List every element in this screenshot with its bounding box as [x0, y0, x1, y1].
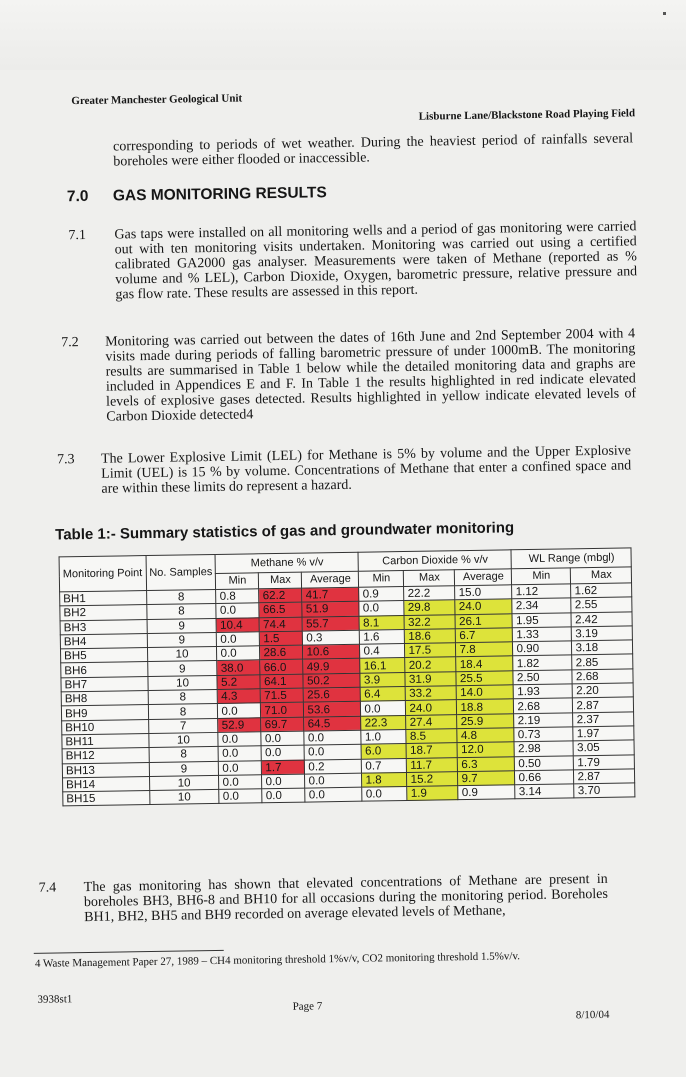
subheader-average: Average [302, 571, 359, 588]
table-cell: 1.7 [262, 760, 305, 775]
table-cell: 0.3 [303, 630, 360, 645]
table-cell: 53.6 [304, 702, 361, 717]
footer-page-number: Page 7 [292, 1000, 323, 1013]
table-cell: 0.0 [218, 732, 261, 747]
table-cell: 2.34 [512, 598, 571, 613]
table-cell: 64.1 [260, 674, 303, 689]
table-cell: 10 [149, 790, 219, 805]
table-cell: 0.66 [515, 770, 574, 785]
table-cell: 6.4 [361, 687, 406, 702]
table-cell: 20.2 [405, 657, 456, 672]
table-cell: 0.0 [362, 787, 407, 802]
table-cell: 0.0 [219, 775, 262, 790]
table-cell: 22.2 [404, 586, 455, 601]
footer-date: 8/10/04 [575, 1008, 610, 1022]
monitoring-point-cell: BH6 [61, 662, 148, 678]
monitoring-point-cell: BH1 [60, 591, 147, 607]
header-carbon-dioxide: Carbon Dioxide % v/v [358, 550, 511, 571]
table-cell: 9 [149, 761, 219, 776]
table-cell: 11.7 [407, 757, 458, 772]
table-cell: 1.62 [571, 583, 632, 598]
paragraph-7-1: Gas taps were installed on all monitoring wells and a period of gas monitoring were carried out with ten monitoring visits undertaken. Monitoring was carried out using a certified calibrated GA2000 gas analyser. Measurements were taken of Methane (reported as % volume and % LEL), Carbon Dioxide, Oxygen, barometric pressure, relative pressure and gas flow rate. These results are assessed in this report. [114, 219, 638, 303]
table-body [60, 583, 636, 806]
table-cell: 2.68 [514, 698, 573, 713]
table-cell: 10 [147, 647, 217, 662]
table-cell: 2.37 [573, 712, 634, 727]
table-cell: 49.9 [303, 659, 360, 674]
table-cell: 18.6 [405, 629, 456, 644]
table-title: Table 1:- Summary statistics of gas and groundwater monitoring [55, 519, 515, 544]
monitoring-point-cell: BH2 [60, 605, 147, 621]
table-cell: 25.5 [456, 671, 513, 686]
table-cell: 0.0 [217, 632, 260, 647]
table-cell: 3.05 [573, 740, 634, 755]
table-cell: 10 [148, 732, 218, 747]
table-cell: 8 [148, 704, 218, 719]
table-cell: 62.2 [259, 588, 302, 603]
monitoring-point-cell: BH12 [62, 748, 149, 764]
subheader-max: Max [571, 567, 632, 584]
table-cell: 2.42 [571, 612, 632, 627]
intro-paragraph: corresponding to periods of wet weather. During the heaviest period of rainfalls several boreholes were either flooded or inaccessible. [112, 131, 634, 170]
table-cell: 0.4 [360, 644, 405, 659]
table-cell: 14.0 [457, 685, 514, 700]
monitoring-point-cell: BH8 [61, 691, 148, 707]
table-cell: 8 [146, 589, 216, 604]
table-cell: 2.85 [572, 654, 633, 669]
table-cell: 1.0 [361, 729, 406, 744]
table-cell: 26.1 [455, 613, 512, 628]
header-samples: No. Samples [146, 554, 217, 590]
table-cell: 0.0 [305, 744, 362, 759]
table-cell: 1.93 [514, 684, 573, 699]
table-cell: 1.95 [512, 612, 571, 627]
table-cell: 3.14 [515, 784, 574, 799]
section-title: GAS MONITORING RESULTS [112, 184, 327, 205]
table-cell: 18.7 [407, 743, 458, 758]
table-cell: 31.9 [405, 671, 456, 686]
para-number-7-1: 7.1 [68, 227, 87, 244]
table-cell: 4.3 [218, 689, 261, 704]
table-cell: 2.19 [514, 713, 573, 728]
table-cell: 29.8 [404, 600, 455, 615]
footer-reference: 3938st1 [37, 993, 73, 1006]
monitoring-point-cell: BH15 [63, 791, 150, 807]
subheader-max: Max [259, 572, 302, 589]
table-cell: 0.9 [359, 587, 404, 602]
header-wl-range: WL Range (mbgl) [511, 548, 631, 569]
table-cell: 8.5 [406, 729, 457, 744]
subheader-min: Min [216, 573, 259, 590]
table-cell: 1.6 [360, 629, 405, 644]
table-cell: 6.3 [458, 756, 515, 771]
table-cell: 0.0 [219, 789, 262, 804]
gas-monitoring-table [59, 547, 636, 806]
table-cell: 1.12 [512, 584, 571, 599]
table-cell: 25.6 [304, 687, 361, 702]
table-cell: 18.4 [456, 656, 513, 671]
table-cell: 0.7 [362, 758, 407, 773]
para-number-7-3: 7.3 [56, 452, 75, 468]
table-cell: 0.0 [262, 745, 305, 760]
table-cell: 17.5 [405, 643, 456, 658]
table-cell: 12.0 [458, 742, 515, 757]
table-cell: 10.4 [217, 617, 260, 632]
table-cell: 33.2 [406, 686, 457, 701]
monitoring-point-cell: BH7 [61, 676, 148, 692]
table-cell: 5.2 [217, 675, 260, 690]
footnote: 4 Waste Management Paper 27, 1989 – CH4 monitoring threshold 1%v/v, CO2 monitoring threshold 1.5%v/v. [34, 950, 521, 970]
table-cell: 2.55 [571, 597, 632, 612]
table-cell: 16.1 [360, 658, 405, 673]
table-cell: 66.0 [260, 660, 303, 675]
table-cell: 1.8 [362, 772, 407, 787]
table-cell: 3.70 [574, 783, 635, 798]
table-cell: 2.50 [513, 670, 572, 685]
table-cell: 0.73 [514, 727, 573, 742]
paragraph-7-4: The gas monitoring has shown that elevated concentrations of Methane are present in boreholes BH3, BH6-8 and BH10 for all occasions during the monitoring period. Boreholes BH1, BH2, BH5 and BH9 recorded on average elevated levels of Methane, [83, 871, 609, 926]
subheader-min: Min [359, 571, 404, 588]
table-cell: 22.3 [361, 715, 406, 730]
table-cell: 6.0 [362, 744, 407, 759]
table-cell: 27.4 [406, 714, 457, 729]
table-cell: 15.2 [407, 772, 458, 787]
table-cell: 7.8 [456, 642, 513, 657]
table-cell: 10.6 [303, 644, 360, 659]
paragraph-7-2: Monitoring was carried out between the dates of 16th June and 2nd September 2004 with 4 visits made during periods of falling barometric pressure of under 1000mB. The monitoring results are summarised in Table 1 below while the detailed monitoring data and graphs are included in Appendices E and F. In Table 1 the results highlighted in red indicate elevated levels of explosive gases detected. Results highlighted in yellow indicate elevated levels of Carbon Dioxide detected4 [105, 326, 637, 425]
table-cell: 8 [149, 747, 219, 762]
monitoring-point-cell: BH3 [60, 619, 147, 635]
table-cell: 0.0 [218, 703, 261, 718]
table-cell: 55.7 [302, 616, 359, 631]
table-cell: 10 [149, 775, 219, 790]
table-cell: 0.0 [262, 788, 305, 803]
table-cell: 0.0 [216, 603, 259, 618]
subheader-min: Min [512, 568, 571, 585]
table-cell: 2.87 [573, 697, 634, 712]
table-cell: 0.0 [359, 601, 404, 616]
monitoring-point-cell: BH5 [60, 648, 147, 664]
monitoring-point-cell: BH11 [62, 734, 149, 750]
table-cell: 66.5 [259, 602, 302, 617]
header-organisation: Greater Manchester Geological Unit [71, 92, 243, 108]
table-cell: 0.0 [305, 773, 362, 788]
table-cell: 3.9 [360, 672, 405, 687]
table-cell: 1.5 [260, 631, 303, 646]
monitoring-point-cell: BH4 [60, 633, 147, 649]
table-cell: 0.90 [513, 641, 572, 656]
subheader-max: Max [404, 570, 455, 587]
table-cell: 8 [146, 604, 216, 619]
table-cell: 0.0 [219, 746, 262, 761]
header-site: Lisburne Lane/Blackstone Road Playing Field [418, 107, 636, 123]
table-cell: 3.19 [572, 626, 633, 641]
table-cell: 9.7 [458, 771, 515, 786]
table-cell: 9 [147, 618, 217, 633]
table-cell: 0.0 [219, 760, 262, 775]
table-cell: 7 [148, 718, 218, 733]
table-cell: 41.7 [302, 587, 359, 602]
table-cell: 50.2 [303, 673, 360, 688]
monitoring-point-cell: BH13 [62, 762, 149, 778]
table-cell: 38.0 [217, 660, 260, 675]
monitoring-point-cell: BH14 [63, 776, 150, 792]
table-cell: 0.0 [304, 730, 361, 745]
table-cell: 1.9 [407, 786, 458, 801]
table-cell: 64.5 [304, 716, 361, 731]
table-cell: 32.2 [404, 614, 455, 629]
table-cell: 1.79 [574, 754, 635, 769]
table-cell: 2.20 [573, 683, 634, 698]
monitoring-point-cell: BH9 [61, 705, 148, 721]
table-cell: 69.7 [261, 717, 304, 732]
table-cell: 25.9 [457, 713, 514, 728]
header-monitoring-point: Monitoring Point [59, 556, 146, 592]
para-number-7-4: 7.4 [38, 880, 57, 896]
table-cell: 0.0 [361, 701, 406, 716]
table-cell: 2.87 [574, 769, 635, 784]
table-cell: 0.2 [305, 759, 362, 774]
table-cell: 74.4 [260, 617, 303, 632]
table-cell: 0.8 [216, 589, 259, 604]
section-number: 7.0 [66, 187, 89, 206]
para-number-7-2: 7.2 [61, 335, 79, 351]
table-cell: 18.8 [457, 699, 514, 714]
table-cell: 1.97 [573, 726, 634, 741]
table-cell: 0.0 [305, 787, 362, 802]
subheader-average: Average [455, 569, 512, 586]
table-cell: 0.0 [262, 774, 305, 789]
table-cell: 52.9 [218, 717, 261, 732]
table-cell: 1.33 [513, 627, 572, 642]
table-cell: 51.9 [302, 602, 359, 617]
table-cell: 8 [148, 690, 218, 705]
table-cell: 0.9 [458, 785, 515, 800]
table-cell: 0.0 [217, 646, 260, 661]
table-cell: 28.6 [260, 645, 303, 660]
table-cell: 1.82 [513, 655, 572, 670]
table-cell: 2.68 [572, 669, 633, 684]
paragraph-7-3: The Lower Explosive Limit (LEL) for Methane is 5% by volume and the Upper Explosive Limit (UEL) is 15 % by volume. Concentrations of Methane that enter a confined space and are within these limits do represent a hazard. [100, 443, 632, 497]
table-cell: 3.18 [572, 640, 633, 655]
monitoring-point-cell: BH10 [62, 719, 149, 735]
header-methane: Methane % v/v [216, 552, 359, 573]
table-cell: 24.0 [406, 700, 457, 715]
table-cell: 4.8 [457, 728, 514, 743]
table-cell: 8.1 [359, 615, 404, 630]
table-cell: 6.7 [456, 628, 513, 643]
table-cell: 0.0 [261, 731, 304, 746]
table-cell: 9 [147, 632, 217, 647]
table-cell: 0.50 [515, 755, 574, 770]
table-cell: 2.98 [514, 741, 573, 756]
table-cell: 71.0 [261, 702, 304, 717]
table-cell: 9 [147, 661, 217, 676]
footnote-divider [34, 950, 224, 954]
table-cell: 15.0 [455, 585, 512, 600]
table-cell: 24.0 [455, 599, 512, 614]
table-cell: 71.5 [261, 688, 304, 703]
table-cell: 10 [147, 675, 217, 690]
